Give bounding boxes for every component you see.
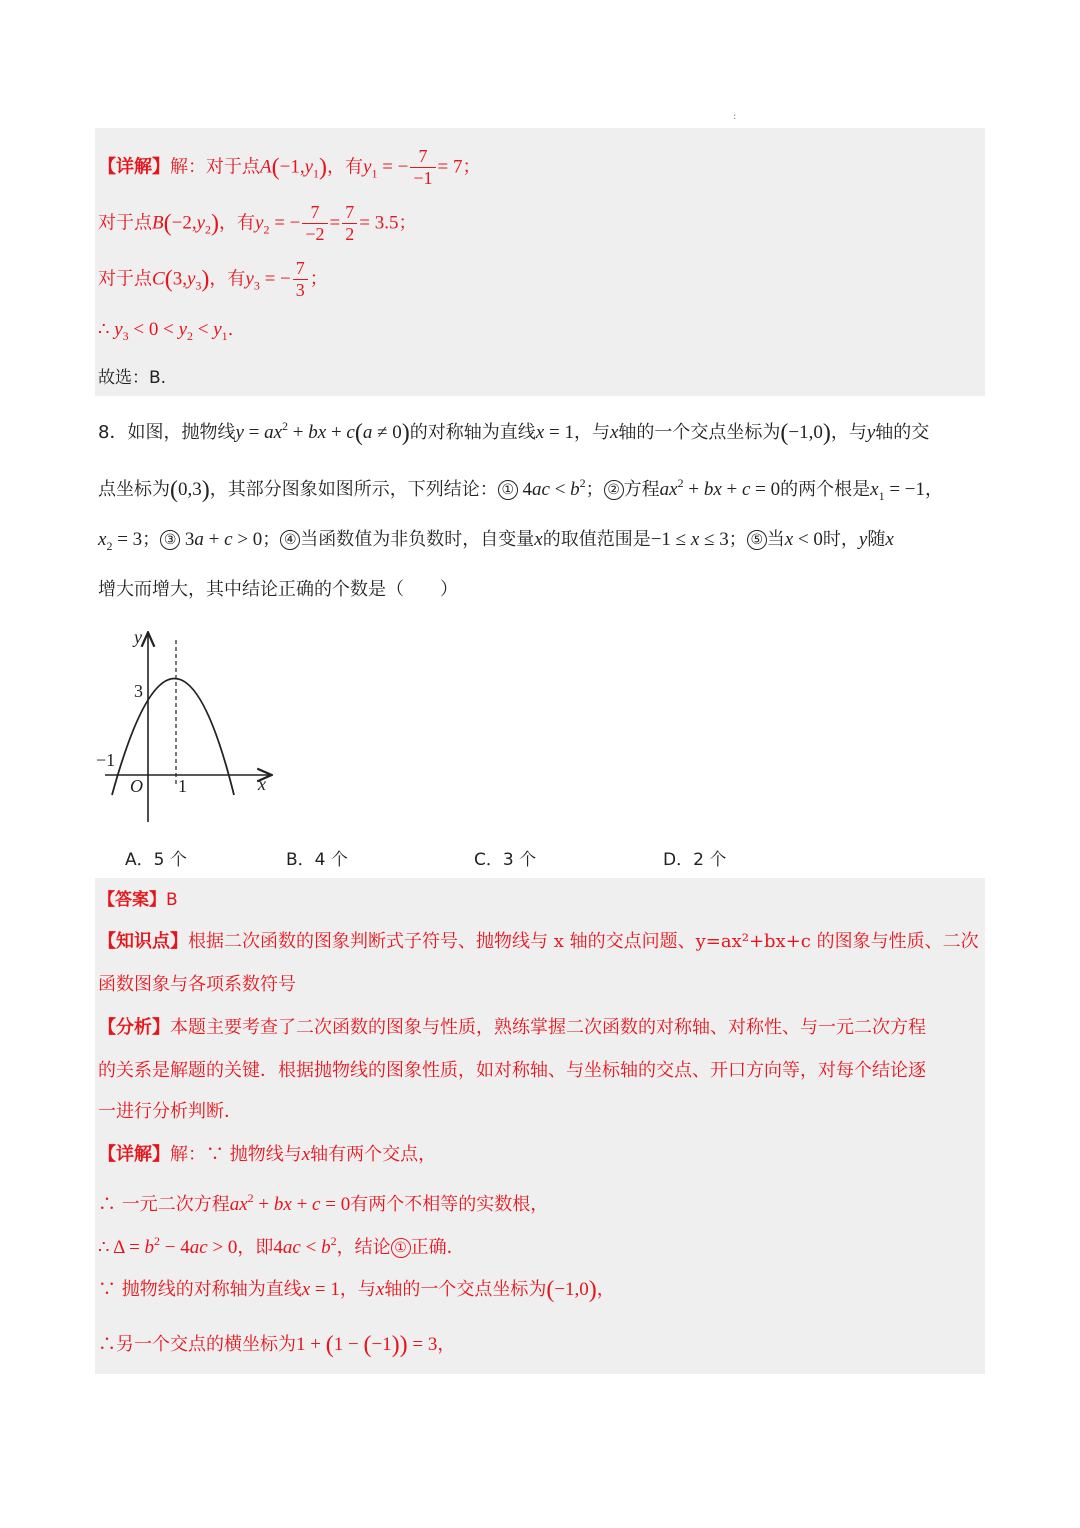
answer-tag: 【答案】 xyxy=(98,890,166,910)
circled-2: ② xyxy=(604,480,624,500)
x-axis-label: x xyxy=(258,774,266,794)
choice-b[interactable]: B．4 个 xyxy=(286,850,348,870)
detail-line-5: ∴另一个交点的横坐标为1 + (1 − (−1)) = 3， xyxy=(98,1332,456,1358)
tick-3: 3 xyxy=(134,681,143,701)
detail-line-1: 【详解】解：∵ 抛物线与x轴有两个交点， xyxy=(98,1144,437,1165)
circled-1-conclusion: ① xyxy=(391,1238,411,1258)
prev-line-2: 对于点$B(-2,y_2)$，有$y_2$ = − $\frac{7}{-2}$ = $\frac{7}{2}$ = 3.5； xyxy=(98,202,417,244)
detail-line-4: ∵ 抛物线的对称轴为直线x = 1，与x轴的一个交点坐标为(−1,0)， xyxy=(98,1277,615,1303)
prev-line-4: ∴ $y_3 < 0 < y_2 < y_1$. xyxy=(98,319,234,343)
circled-1: ① xyxy=(498,480,518,500)
y-axis-label: y xyxy=(134,627,142,647)
analysis-line-3: 一进行分析判断． xyxy=(98,1101,242,1122)
choice-a[interactable]: A．5 个 xyxy=(125,850,187,870)
detail-line-2: ∴ 一元二次方程$ax^2$ + bx + c = 0有两个不相等的实数根， xyxy=(98,1191,549,1215)
prev-line-1: 【详解】解：对于点$A(-1,y_1)$，有$y_1$ = − $\frac{7}{-1}$ = 7； xyxy=(98,146,481,188)
knowledge-tag: 【知识点】 xyxy=(98,931,188,952)
answer-value: B xyxy=(166,890,178,910)
detail-tag: 【详解】 xyxy=(98,156,170,178)
choice-c[interactable]: C．3 个 xyxy=(474,850,537,870)
detail-line-3: ∴ $\Delta = b^2 - 4ac > 0$，即$4ac < b^2$，结论 ① 正确． xyxy=(98,1234,465,1258)
question-line-4: 增大而增大，其中结论正确的个数是（ ） xyxy=(98,579,458,600)
circled-4: ④ xyxy=(280,530,300,550)
parabola-graph xyxy=(90,622,290,832)
analysis-tag: 【分析】 xyxy=(98,1017,170,1038)
detail-tag-2: 【详解】 xyxy=(98,1144,170,1165)
prev-line-3: 对于点$C(3,y_3)$，有$y_3$ = − $\frac{7}{3}$ ； xyxy=(98,258,328,300)
question-line-3: $x_2 = 3$； ③ 3a + c > 0； ④ 当函数值为非负数时，自变量x的取值范围是−1 ≤ x ≤ 3； ⑤ 当x < 0时，y随x xyxy=(98,529,894,553)
question-line-1: 8．如图，抛物线$y = ax^2$ + bx + c(a ≠ 0)的对称轴为直线x = 1，与x轴的一个交点坐标为(−1,0)，与y轴的交 xyxy=(98,419,930,446)
knowledge-line-1: 【知识点】根据二次函数的图象判断式子符号、抛物线与 x 轴的交点问题、y=ax²+bx+c 的图象与性质、二次 xyxy=(98,931,979,952)
answer-line xyxy=(98,888,178,912)
choice-d[interactable]: D．2 个 xyxy=(663,850,727,870)
prev-answer: 故选：B. xyxy=(98,368,167,388)
analysis-line-1: 【分析】本题主要考查了二次函数的图象与性质，熟练掌握二次函数的对称轴、对称性、与一元二次方程 xyxy=(98,1017,926,1038)
knowledge-line-2: 函数图象与各项系数符号 xyxy=(98,974,296,995)
top-mark: : xyxy=(733,111,737,122)
circled-3: ③ xyxy=(160,530,180,550)
circled-5: ⑤ xyxy=(747,530,767,550)
origin-label: O xyxy=(130,776,143,796)
analysis-line-2: 的关系是解题的关键．根据抛物线的图象性质，如对称轴、与坐标轴的交点、开口方向等，对每个结论逐 xyxy=(98,1060,926,1081)
tick-minus-1: −1 xyxy=(96,750,116,770)
tick-1: 1 xyxy=(178,776,187,796)
question-line-2: 点坐标为(0,3)，其部分图象如图所示，下列结论： ① $4ac < b^2$； ② 方程$ax^2$ + bx + c = 0的两个根是$x_1 = -1$， xyxy=(98,476,943,503)
